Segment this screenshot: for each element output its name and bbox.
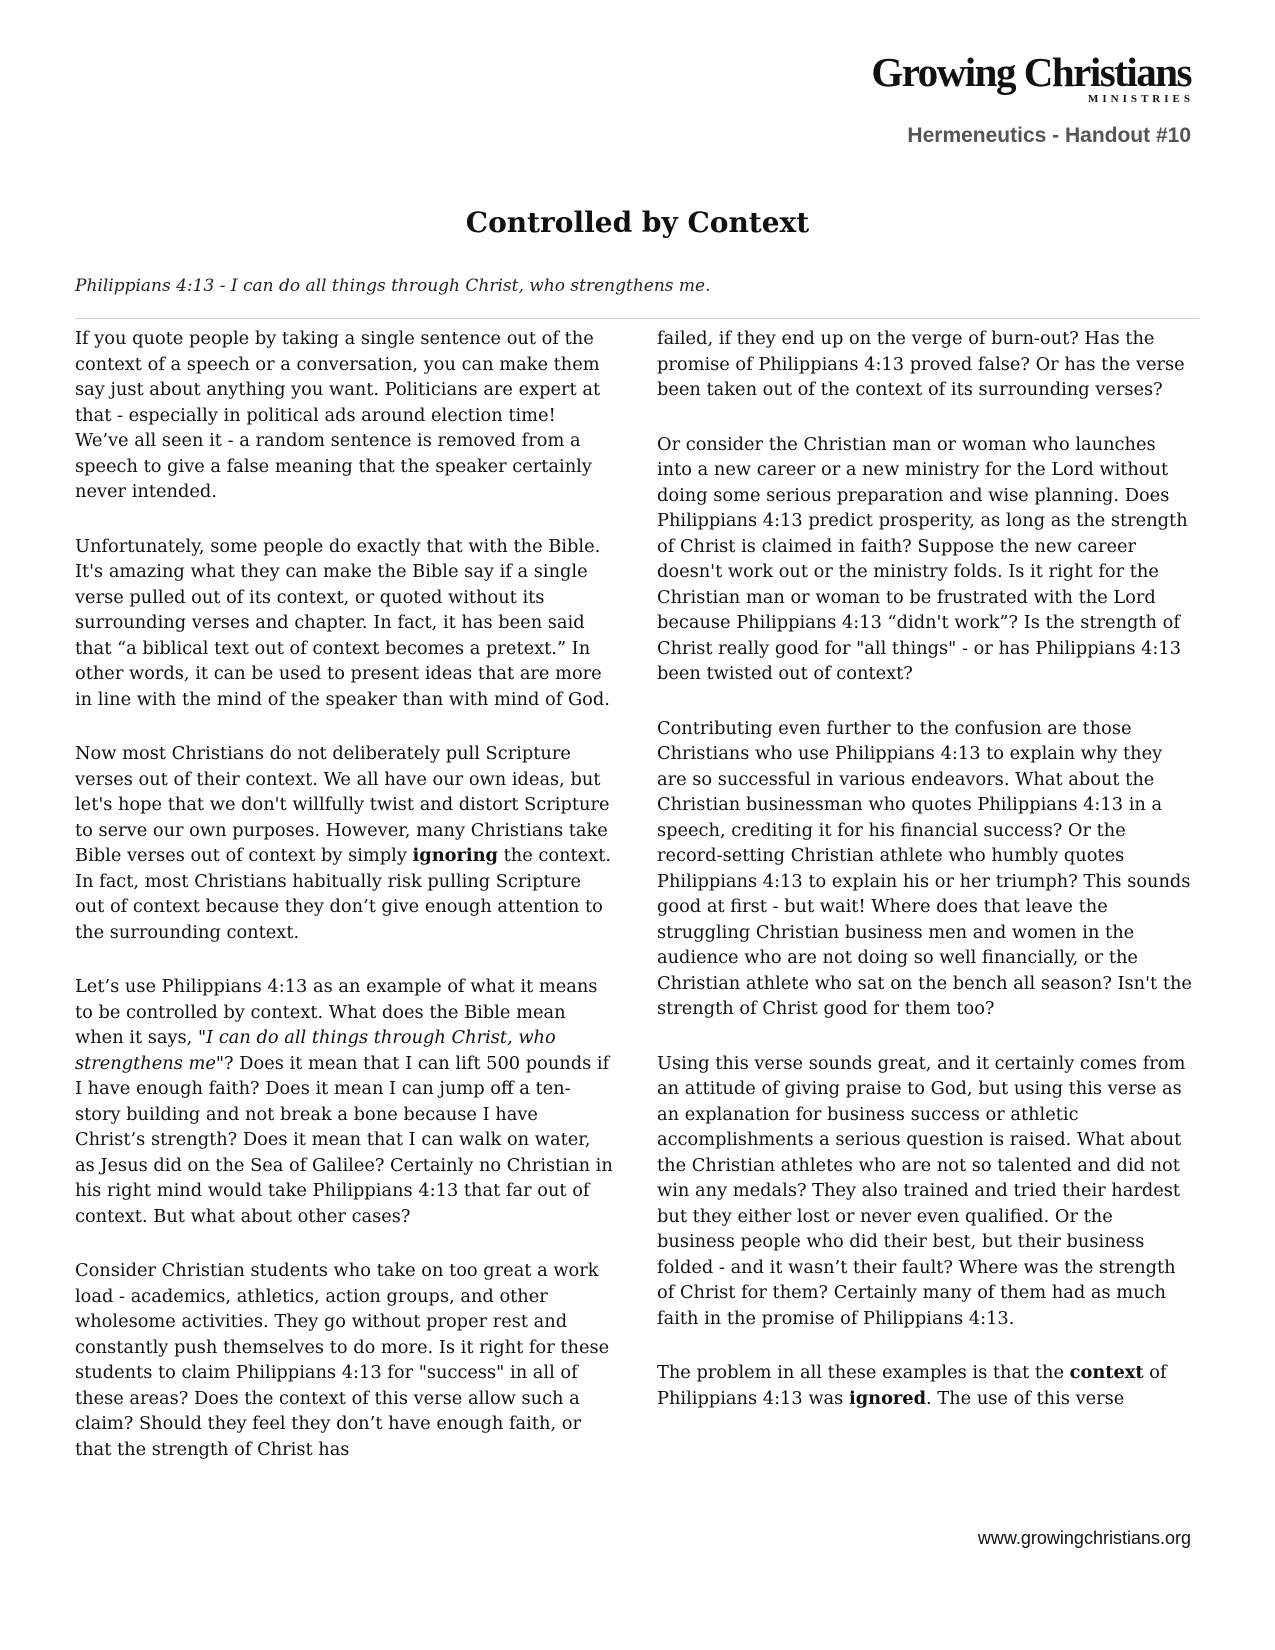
paragraph-text: the context. In fact, most Christians habitually risk pulling Scripture out of context because they don’t give enough attention to the surrounding context. [75,845,612,943]
paragraph-text: ? Does it mean that I can lift 500 pounds if I have enough faith? Does it mean I can jump off a ten-story building and not break a bone because I have Christ’s strength? Does it mean that I can walk on water, as Jesus did on the Sea of Galilee? Certainly no Christian in his right mind would take Philippians 4:13 that far out of context. But what about other cases? [75,1052,613,1227]
paragraph-text: of Philippians 4:13 was [657,1362,1167,1409]
paragraph-text: Let’s use Philippians 4:13 as an example of what it means to be controlled by context. What does the Bible mean when it says, [75,976,598,1048]
paragraph: failed, if they end up on the verge of burn-out? Has the promise of Philippians 4:13 proved false? Or has the verse been taken out of the context of its surrounding verses? [657,328,1185,400]
footer-url: www.growingchristians.org [977,1528,1191,1548]
paragraph [75,741,613,945]
paragraph: Unfortunately, some people do exactly that with the Bible. It's amazing what they can make the Bible say if a single verse pulled out of its context, or quoted without its surrounding verses and chapter. In fact, it has been said that “a biblical text out of context becomes a pretext.” In other words, it can be used to present ideas that are more in line with the mind of the speaker than with mind of God. [75,535,610,710]
logo-name: Growing Christians [871,49,1191,95]
left-column [75,326,613,1462]
emphasis-context: context [1069,1362,1144,1383]
paragraph [657,1360,1195,1411]
logo [871,49,1194,105]
paragraph: Contributing even further to the confusion are those Christians who use Philippians 4:13 to explain why they are so successful in various endeavors. What about the Christian businessman who quotes Philippians 4:13 in a speech, crediting it for his financial success? Or the record-setting Christian athlete who humbly quotes Philippians 4:13 to explain his or her triumph? This sounds good at first - but wait! Where does that leave the struggling Christian business men and women in the audience who are not doing so well financially, or the Christian athlete who sat on the bench all season? Isn't the strength of Christ good for them too? [657,717,1192,1019]
logo-subtitle: MINISTRIES [1087,93,1194,105]
paragraph: Consider Christian students who take on too great a work load - academics, athletics, action groups, and other wholesome activities. They go without proper rest and constantly push themselves to do more. Is it right for these students to claim Philippians 4:13 for "success" in all of these areas? Does the context of this verse allow such a claim? Should they feel they don’t have enough faith, or that the strength of Christ has [75,1260,610,1460]
paragraph: Using this verse sounds great, and it certainly comes from an attitude of giving praise to God, but using this verse as an explanation for business success or athletic accomplishments a serious question is raised. What about the Christian athletes who are not so talented and did not win any medals? They also trained and tried their hardest but they either lost or never even qualified. Or the business people who did their best, but their business folded - and it wasn’t their fault? Where was the strength of Christ for them? Certainly many of them had as much faith in the promise of Philippians 4:13. [657,1052,1186,1329]
paragraph: If you quote people by taking a single sentence out of the context of a speech or a conversation, you can make them say just about anything you want. Politicians are expert at that - especially in political ads around election time! We’ve all seen it - a random sentence is removed from a speech to give a false meaning that the speaker certainly never intended. [75,328,601,502]
emphasis-ignored: ignored [848,1387,927,1409]
handout-label: Hermeneutics - Handout #10 [907,124,1191,147]
paragraph-text: The problem in all these examples is that the [657,1362,1070,1383]
paragraph-text: . The use of this verse [926,1387,1125,1409]
paragraph-text: Now most Christians do not deliberately pull Scripture verses out of their context. We all have our own ideas, but let's hope that we don't willfully twist and distort Scripture to serve our own purposes. However, many Christians take Bible verses out of context by simply [75,743,610,866]
right-column [657,326,1195,1411]
emphasis-ignoring: ignoring [412,845,498,866]
verse-quote: "I can do all things through Christ, who strengthens me" [75,1027,556,1074]
paragraph [75,974,613,1229]
epigraph: Philippians 4:13 - I can do all things through Christ, who strengthens me. [75,276,711,296]
divider [75,318,1199,319]
paragraph: Or consider the Christian man or woman who launches into a new career or a new ministry for the Lord without doing some serious preparation and wise planning. Does Philippians 4:13 predict prosperity, as long as the strength of Christ is claimed in faith? Suppose the new career doesn't work out or the ministry folds. Is it right for the Christian man or woman to be frustrated with the Lord because Philippians 4:13 “didn't work”? Is the strength of Christ really good for "all things" - or has Philippians 4:13 been twisted out of context? [657,433,1188,684]
document-title: Controlled by Context [465,206,810,239]
